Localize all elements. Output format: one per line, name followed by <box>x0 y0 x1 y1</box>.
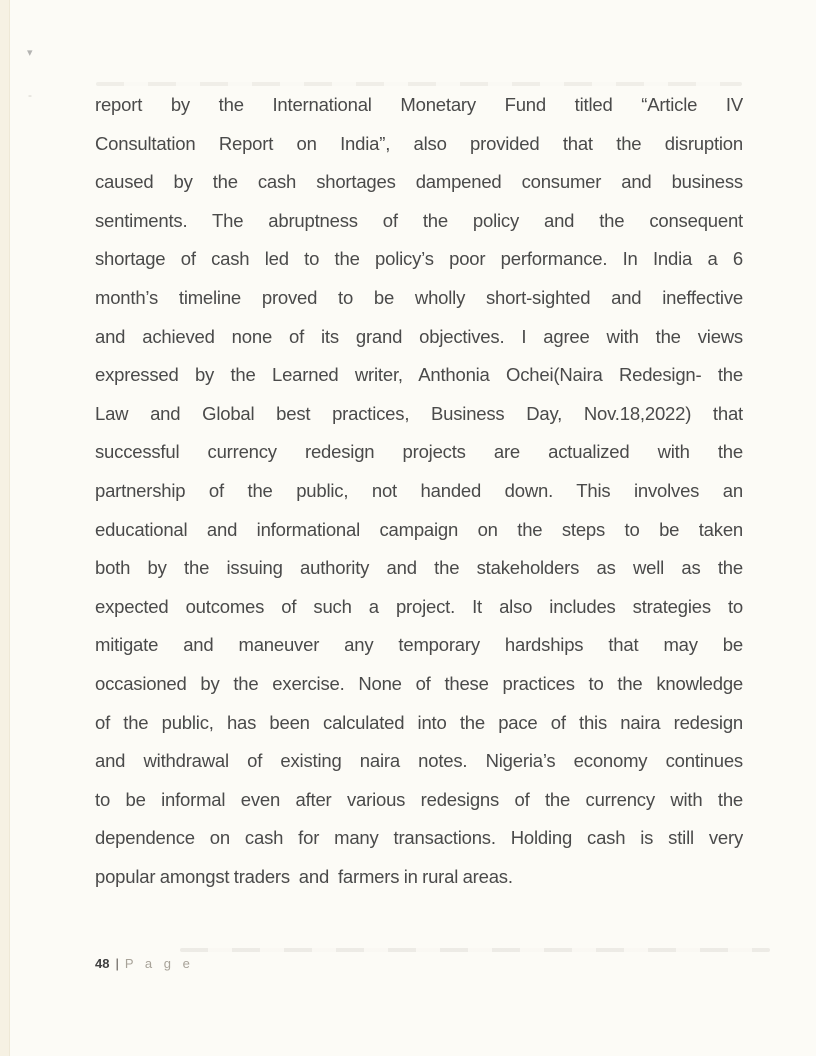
text-line: of the public, has been calculated into the pace of this naira redesign <box>95 711 743 733</box>
text-line-last: popular amongst traders and farmers in rural areas. <box>95 865 513 887</box>
text-line: to be informal even after various redesigns of the currency with the <box>95 788 743 810</box>
text-line: month’s timeline proved to be wholly short-sighted and ineffective <box>95 286 743 308</box>
text-line: report by the International Monetary Fund titled “Article IV <box>95 94 743 115</box>
text-line: dependence on cash for many transactions. Holding cash is still very <box>95 827 743 849</box>
text-line: mitigate and maneuver any temporary hardships that may be <box>95 634 743 656</box>
page-footer <box>95 955 194 973</box>
page-edge-shadow <box>0 0 10 1056</box>
body-text-block <box>95 86 743 896</box>
text-line: Law and Global best practices, Business Day, Nov.18,2022) that <box>95 402 743 424</box>
scan-artifact-chevron: ▾ <box>27 47 33 59</box>
text-line: expressed by the Learned writer, Anthonia Ochei(Naira Redesign- the <box>95 364 743 386</box>
text-line: Consultation Report on India”, also provided that the disruption <box>95 132 743 154</box>
text-line: caused by the cash shortages dampened consumer and business <box>95 171 743 193</box>
scan-artifact-dash: ‐ <box>28 88 32 102</box>
text-line: and withdrawal of existing naira notes. Nigeria’s economy continues <box>95 750 743 772</box>
text-line: shortage of cash led to the policy’s poor performance. In India a 6 <box>95 248 743 270</box>
footer-page-label: P a g e <box>124 956 194 971</box>
footer-separator: | <box>115 956 119 971</box>
page-number: 48 <box>95 956 110 971</box>
text-line: occasioned by the exercise. None of these practices to the knowledge <box>95 672 743 694</box>
text-line: expected outcomes of such a project. It also includes strategies to <box>95 595 743 617</box>
text-line: and achieved none of its grand objectives. I agree with the views <box>95 325 743 347</box>
text-line: educational and informational campaign on the steps to be taken <box>95 518 743 540</box>
text-line: partnership of the public, not handed down. This involves an <box>95 479 743 501</box>
scan-smudge-above-footer <box>180 948 770 952</box>
text-line: sentiments. The abruptness of the policy and the consequent <box>95 209 743 231</box>
text-line: both by the issuing authority and the stakeholders as well as the <box>95 557 743 579</box>
text-line: successful currency redesign projects are actualized with the <box>95 441 743 463</box>
